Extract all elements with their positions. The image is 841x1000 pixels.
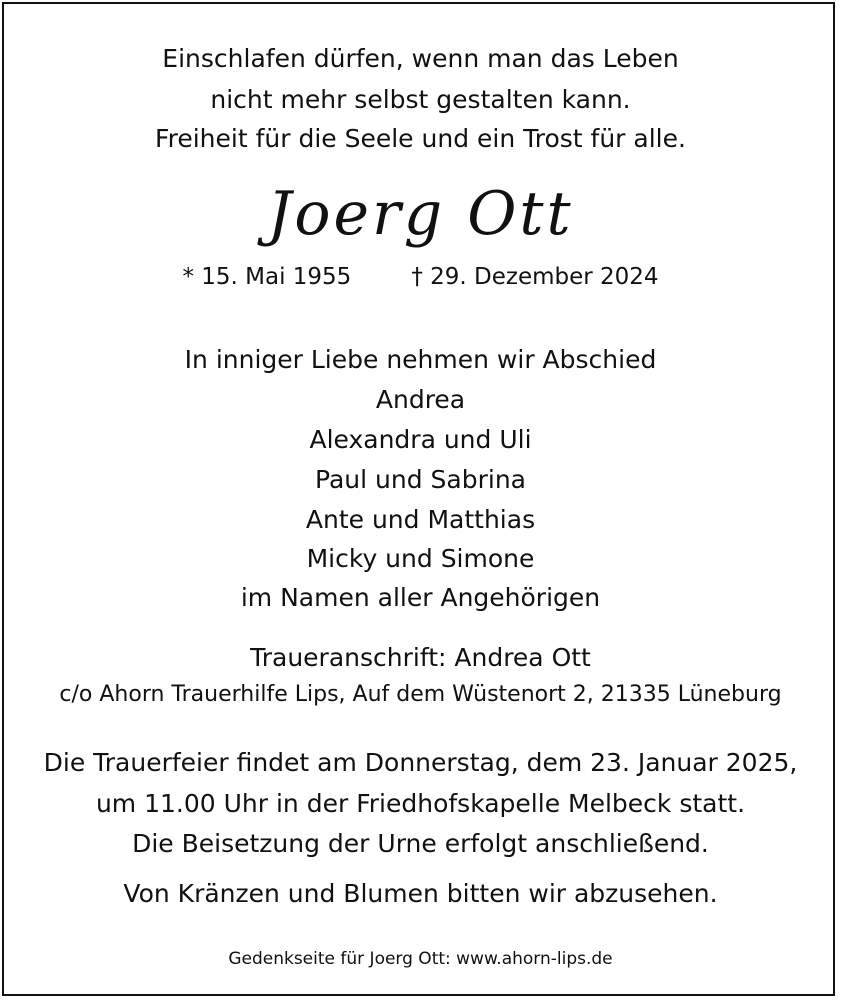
verse-line-2: nicht mehr selbst gestalten kann.	[210, 85, 631, 114]
deceased-name: Joerg Ott	[267, 179, 574, 249]
family-member: Ante und Matthias	[305, 505, 536, 534]
verse-line-3: Freiheit für die Seele und ein Trost für alle.	[155, 124, 686, 153]
service-line-1: Die Trauerfeier findet am Donnerstag, dem 23. Januar 2025,	[43, 748, 798, 777]
address-line: c/o Ahorn Trauerhilfe Lips, Auf dem Wüstenort 2, 21335 Lüneburg	[59, 682, 782, 707]
family-closing: im Namen aller Angehörigen	[240, 583, 601, 612]
life-dates	[0, 266, 841, 289]
service-line-3: Die Beisetzung der Urne erfolgt anschließend.	[132, 829, 709, 858]
family-member: Alexandra und Uli	[309, 425, 532, 454]
birth-date: * 15. Mai 1955	[182, 264, 352, 290]
flowers-request: Von Kränzen und Blumen bitten wir abzusehen.	[123, 879, 718, 908]
family-member: Micky und Simone	[306, 544, 535, 573]
memorial-page-link[interactable]: Gedenkseite für Joerg Ott: www.ahorn-lips.de	[228, 949, 613, 969]
service-line-2: um 11.00 Uhr in der Friedhofskapelle Melbeck statt.	[95, 789, 746, 818]
farewell-intro: In inniger Liebe nehmen wir Abschied	[184, 345, 657, 374]
verse-line-1: Einschlafen dürfen, wenn man das Leben	[162, 44, 679, 73]
family-member: Andrea	[375, 385, 466, 414]
address-label: Traueranschrift: Andrea Ott	[250, 643, 591, 672]
family-member: Paul und Sabrina	[315, 465, 526, 494]
death-date: † 29. Dezember 2024	[411, 264, 659, 290]
